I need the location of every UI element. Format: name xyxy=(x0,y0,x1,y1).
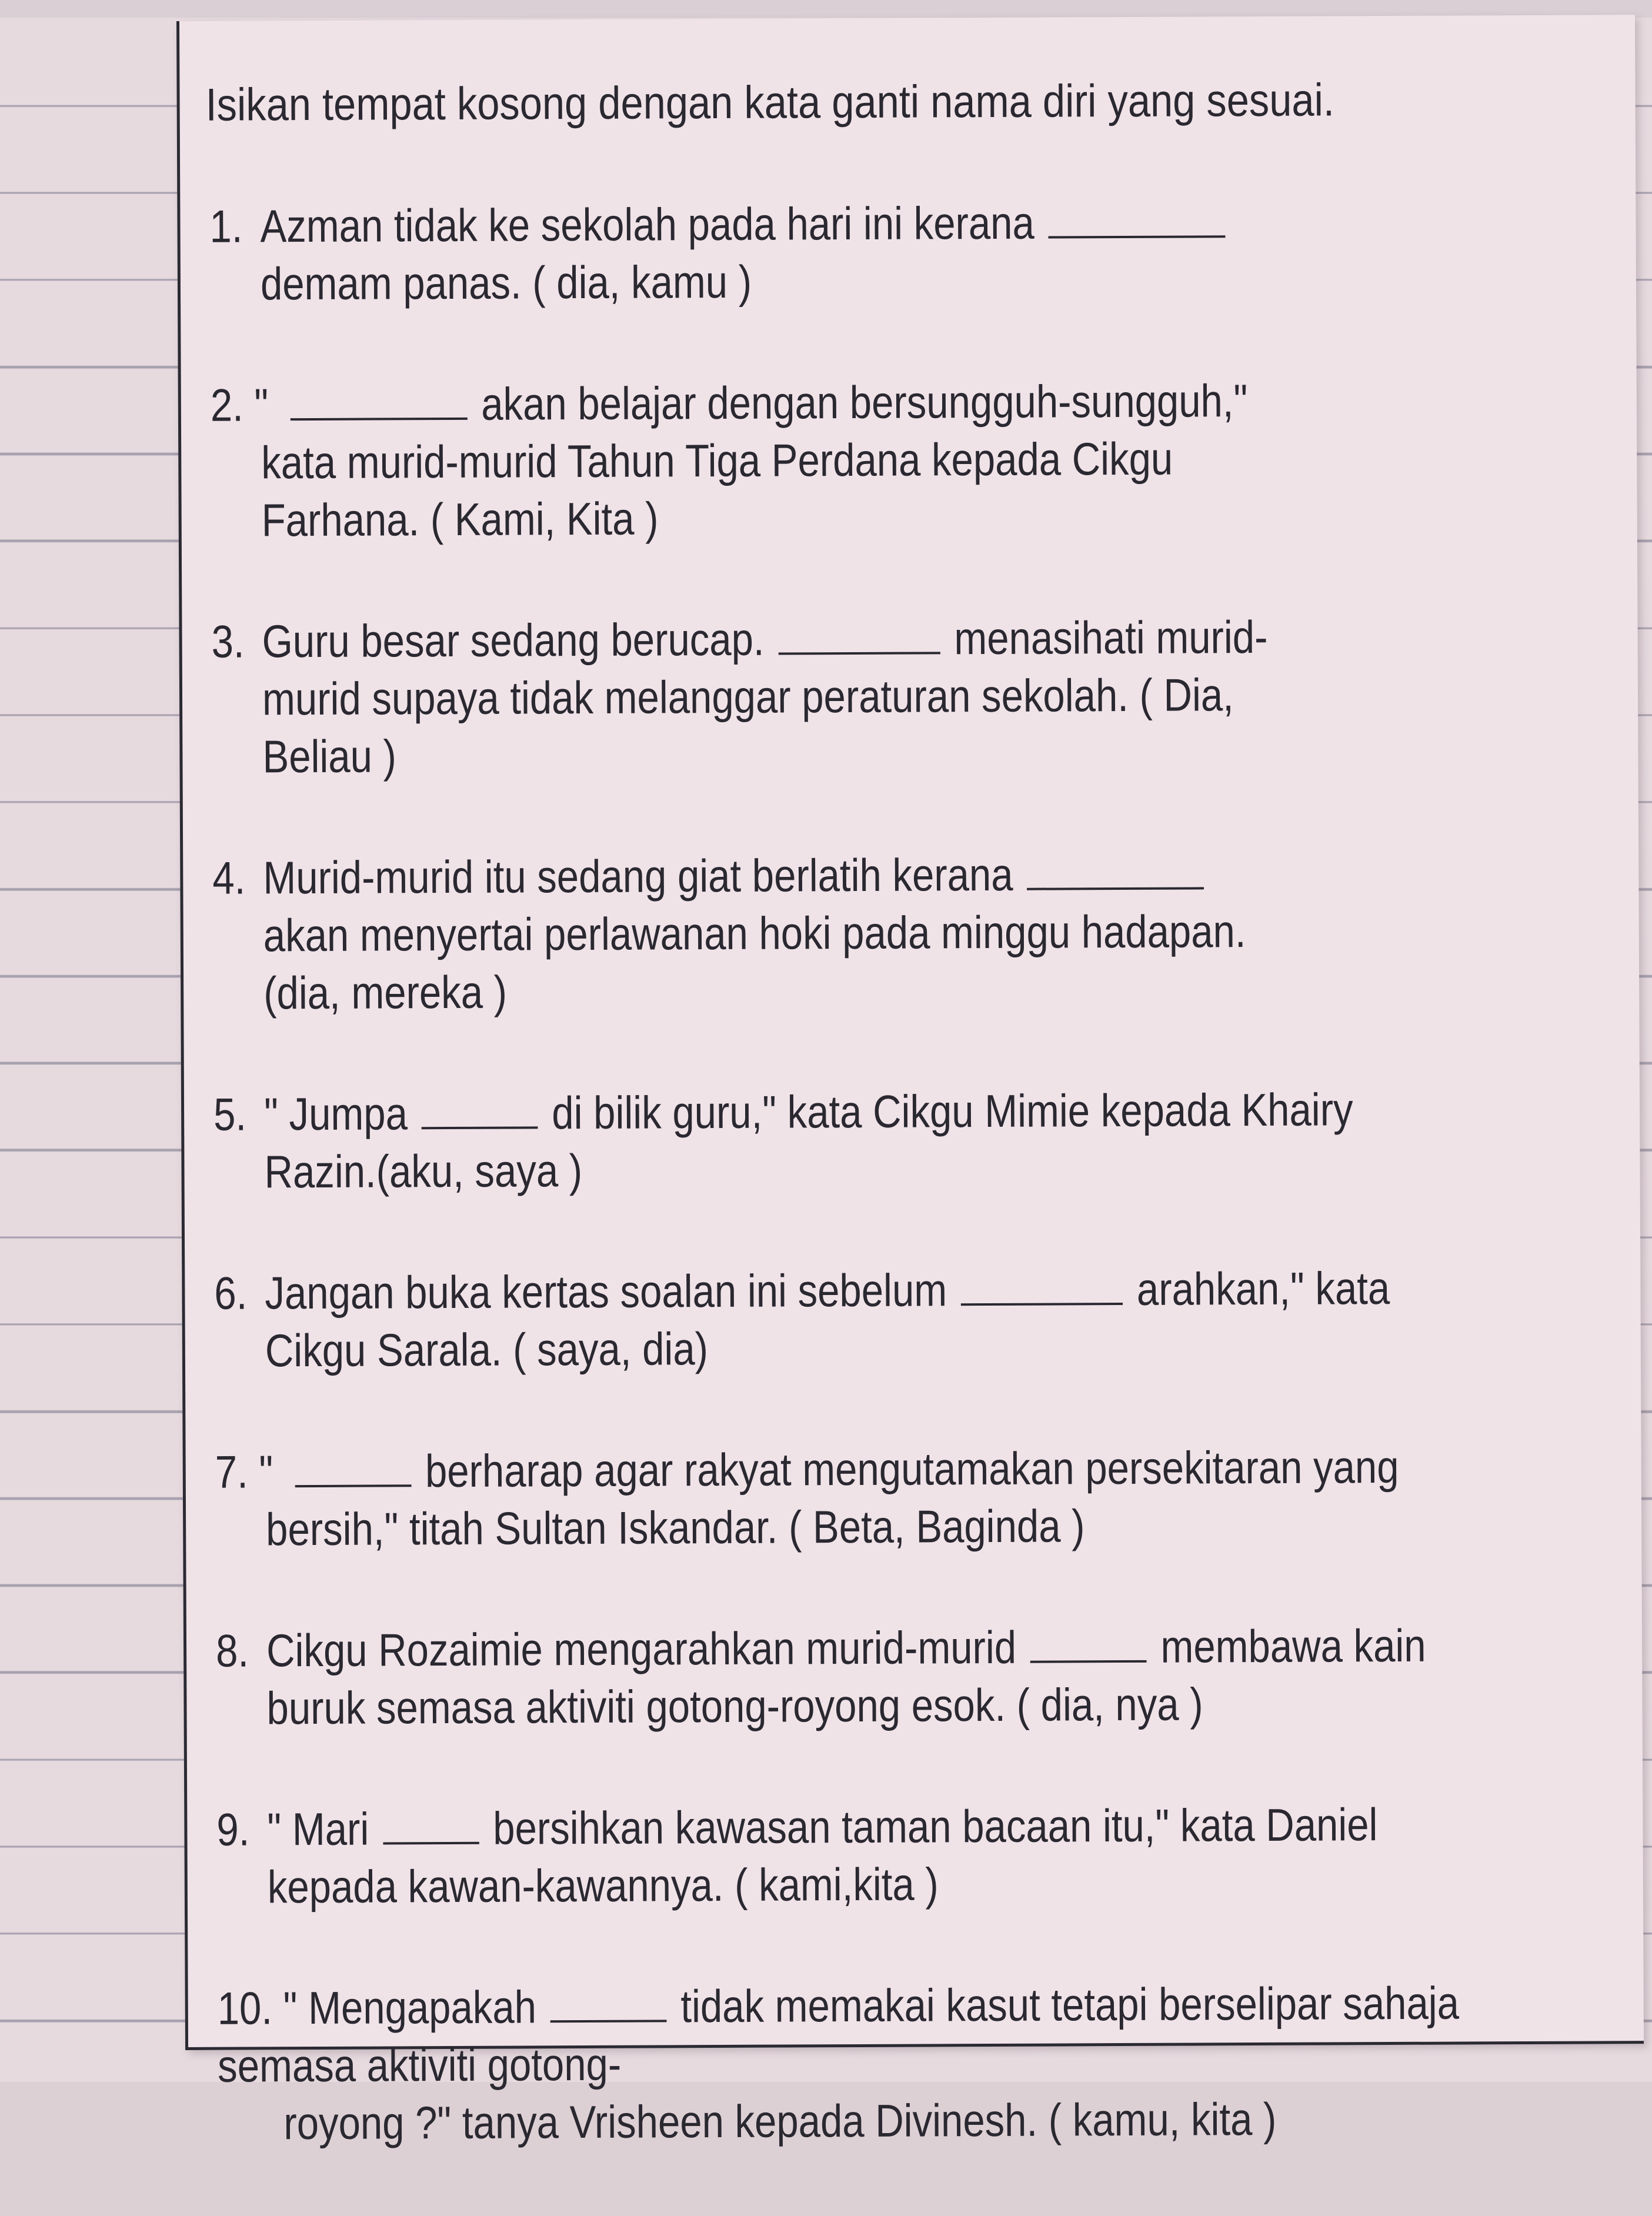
answer-blank[interactable] xyxy=(961,1260,1123,1306)
answer-blank[interactable] xyxy=(1027,845,1204,890)
question-text: semasa aktiviti gotong- xyxy=(218,2031,1614,2094)
question-2 xyxy=(211,370,1607,549)
question-text: " Mari xyxy=(267,1803,369,1855)
question-line xyxy=(267,1794,1613,1858)
question-4 xyxy=(212,843,1609,1022)
question-number: 3. xyxy=(211,613,244,670)
question-1 xyxy=(209,191,1606,312)
question-text: buruk semasa aktiviti gotong-royong esok. ( dia, nya ) xyxy=(266,1673,1612,1737)
question-text: Guru besar sedang berucap. xyxy=(262,613,764,668)
question-text: kata murid-murid Tahun Tiga Perdana kepada Cikgu xyxy=(261,428,1607,491)
question-list xyxy=(209,191,1614,2215)
question-line xyxy=(263,843,1608,906)
answer-blank[interactable] xyxy=(383,1800,479,1845)
question-text: menasihati murid- xyxy=(954,611,1267,664)
notebook-top-edge xyxy=(0,0,1652,18)
answer-blank[interactable] xyxy=(290,375,467,420)
question-number: 10. xyxy=(218,1982,273,2034)
question-line xyxy=(218,1973,1614,2037)
question-number: 1. xyxy=(209,198,242,255)
question-9 xyxy=(216,1794,1613,1915)
question-text: Cikgu Sarala. ( saya, dia) xyxy=(265,1316,1611,1379)
question-line xyxy=(266,1437,1611,1500)
question-line xyxy=(260,191,1606,255)
question-text: bersihkan kawasan taman bacaan itu," kata Daniel xyxy=(493,1798,1378,1854)
question-5 xyxy=(213,1079,1610,1200)
question-number: 9. xyxy=(216,1800,249,1858)
question-text: Beliau ) xyxy=(262,722,1608,785)
question-text: Farhana. ( Kami, Kita ) xyxy=(261,485,1607,549)
question-text: " Mengapakah xyxy=(283,1981,536,2034)
instruction-text: Isikan tempat kosong dengan kata ganti nama diri yang sesuai. xyxy=(205,70,1334,134)
question-line xyxy=(261,370,1607,433)
question-7 xyxy=(215,1437,1611,1558)
question-text: royong ?" tanya Vrisheen kepada Divinesh. ( kamu, kita ) xyxy=(218,2088,1614,2152)
question-number: 7. " xyxy=(215,1443,273,1500)
question-number: 4. xyxy=(212,849,245,907)
question-text: bersih," titah Sultan Iskandar. ( Beta, Baginda ) xyxy=(266,1494,1611,1558)
question-6 xyxy=(214,1258,1610,1379)
question-3 xyxy=(211,606,1608,785)
question-text: kepada kawan-kawannya. ( kami,kita ) xyxy=(268,1852,1613,1915)
answer-blank[interactable] xyxy=(550,1977,667,2023)
answer-blank[interactable] xyxy=(1048,193,1225,238)
answer-blank[interactable] xyxy=(1030,1618,1147,1663)
question-text: Razin.(aku, saya ) xyxy=(264,1137,1610,1200)
question-number: 2. " xyxy=(211,376,269,433)
question-line xyxy=(265,1258,1610,1321)
question-text: Jangan buka kertas soalan ini sebelum xyxy=(265,1264,947,1319)
question-text: di bilik guru," kata Cikgu Mimie kepada Khairy xyxy=(552,1083,1353,1139)
question-line xyxy=(266,1616,1612,1679)
question-text: arahkan," kata xyxy=(1137,1262,1390,1315)
worksheet-paper xyxy=(176,15,1644,2050)
question-text: murid supaya tidak melanggar peraturan sekolah. ( Dia, xyxy=(262,664,1608,727)
question-line xyxy=(264,1079,1610,1143)
answer-blank[interactable] xyxy=(421,1084,538,1129)
question-text: akan belajar dengan bersungguh-sungguh," xyxy=(481,375,1247,430)
question-text: tidak memakai kasut tetapi berselipar sahaja xyxy=(680,1977,1459,2033)
question-text: (dia, mereka ) xyxy=(263,958,1609,1022)
question-number: 8. xyxy=(216,1621,249,1679)
question-text: berharap agar rakyat mengutamakan persekitaran yang xyxy=(425,1441,1399,1497)
question-line xyxy=(262,606,1607,670)
question-text: akan menyertai perlawanan hoki pada minggu hadapan. xyxy=(263,900,1609,964)
question-text: demam panas. ( dia, kamu ) xyxy=(261,249,1606,312)
question-text: " Jumpa xyxy=(264,1087,408,1140)
answer-blank[interactable] xyxy=(778,609,940,655)
question-number: 6. xyxy=(214,1264,247,1321)
question-text: Murid-murid itu sedang giat berlatih kerana xyxy=(263,849,1013,904)
question-10 xyxy=(218,1973,1614,2152)
question-number: 5. xyxy=(213,1085,246,1143)
question-text: Cikgu Rozaimie mengarahkan murid-murid xyxy=(266,1621,1016,1677)
question-text: membawa kain xyxy=(1160,1620,1426,1673)
question-text: Azman tidak ke sekolah pada hari ini kerana xyxy=(260,197,1034,252)
question-8 xyxy=(216,1616,1612,1737)
answer-blank[interactable] xyxy=(295,1442,411,1487)
